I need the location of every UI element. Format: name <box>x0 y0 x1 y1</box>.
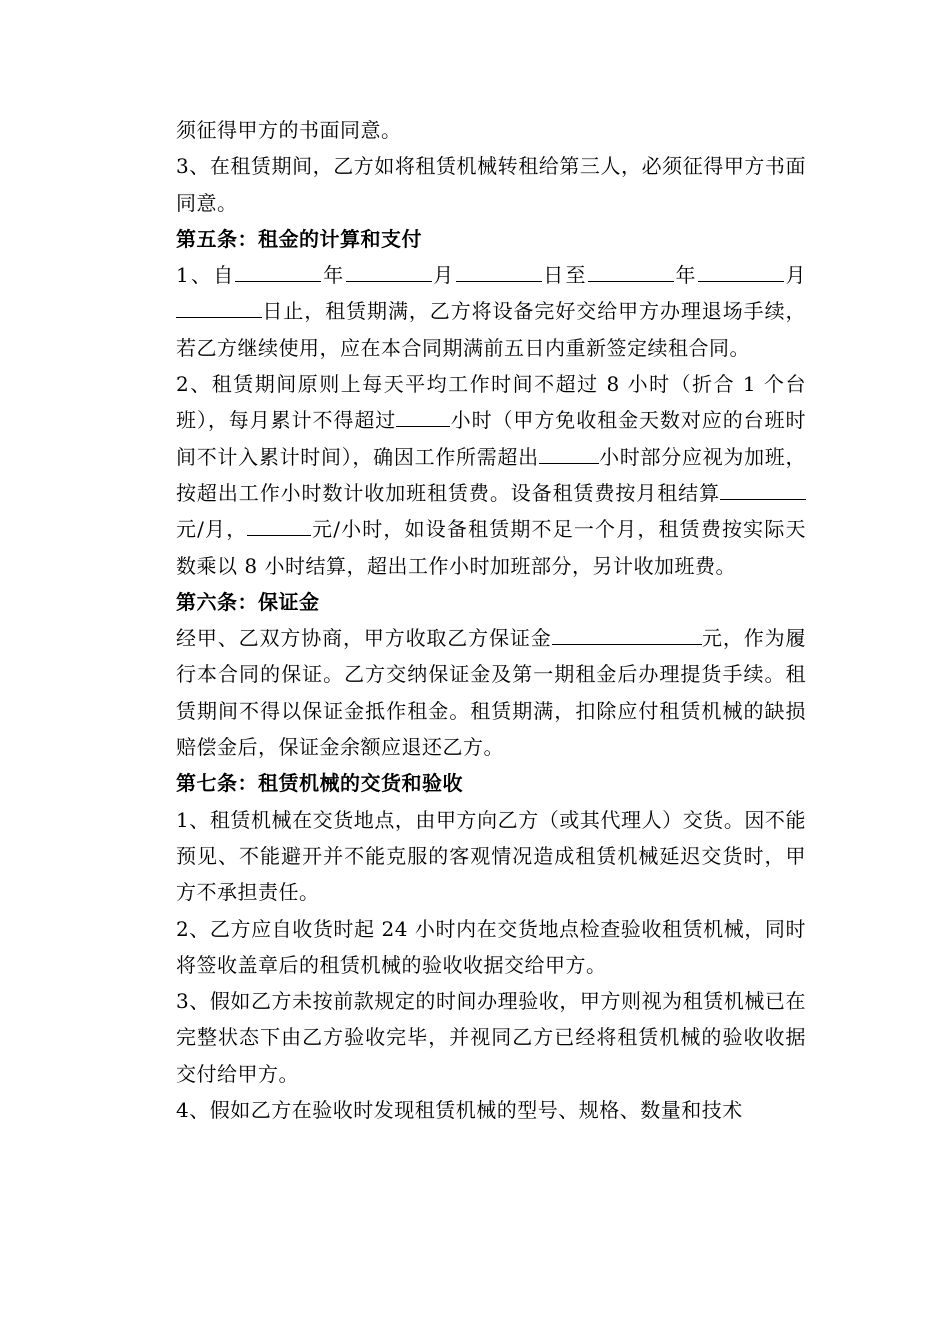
blank-line <box>698 259 784 282</box>
paragraph-delivery-2: 2、乙方应自收货时起 24 小时内在交货地点检查验收租赁机械，同时将签收盖章后的租赁机械的验收收据交给甲方。 <box>176 916 806 977</box>
text-segment: 小时部分应视为加班，按超出工作小时数计收加班租赁费。设备租赁费按月租结算 <box>176 444 807 505</box>
text-segment: 元/小时，如设备租赁期不足一个月，租赁费按实际天数乘以 8 小时结算，超出工作小时加班部分，另计收加班费。 <box>176 517 806 578</box>
text-segment: 经甲、乙双方协商，甲方收取乙方保证金 <box>176 626 552 651</box>
blank-line <box>346 259 432 282</box>
paragraph-delivery-1: 1、租赁机械在交货地点，由甲方向乙方（或其代理人）交货。因不能预见、不能避开并不能克服的客观情况造成租赁机械延迟交货时，甲方不承担责任。 <box>176 807 806 905</box>
paragraph-sublease-clause: 3、在租赁期间，乙方如将租赁机械转租给第三人，必须征得甲方书面同意。 <box>176 154 806 215</box>
text-segment: 1、自 <box>176 263 236 288</box>
heading-article-7: 第七条：租赁机械的交货和验收 <box>176 771 463 796</box>
paragraph-working-hours <box>176 366 806 584</box>
blank-line <box>396 404 450 427</box>
heading-article-6: 第六条：保证金 <box>176 589 320 614</box>
text-segment: 2、租赁期间原则上每天平均工作时间不超过 8 小时（折合 1 个台班），每月累计不得超过 <box>176 372 806 433</box>
blank-line <box>720 477 806 500</box>
text-segment: 月 <box>431 263 456 288</box>
blank-line <box>235 259 321 282</box>
paragraph-rental-period <box>176 257 806 366</box>
paragraph-delivery-4: 4、假如乙方在验收时发现租赁机械的型号、规格、数量和技术 <box>176 1098 743 1123</box>
text-segment: 元/月， <box>176 517 248 542</box>
blank-line <box>247 513 311 536</box>
paragraph-deposit <box>176 620 806 765</box>
blank-line <box>588 259 674 282</box>
blank-line <box>456 259 542 282</box>
paragraph-continuation: 须征得甲方的书面同意。 <box>176 118 402 142</box>
text-segment: 元，作为履行本合同的保证。乙方交纳保证金及第一期租金后办理提货手续。租赁期间不得以保证金抵作租金。租赁期满，扣除应付租赁机械的缺损赔偿金后，保证金余额应退还乙方。 <box>176 626 807 760</box>
blank-line <box>176 295 262 318</box>
text-segment: 日止，租赁期满，乙方将设备完好交给甲方办理退场手续，若乙方继续使用，应在本合同期满前五日内重新签定续租合同。 <box>176 299 806 360</box>
document-body <box>176 112 806 1128</box>
heading-article-5: 第五条：租金的计算和支付 <box>176 226 422 251</box>
text-segment: 月 <box>783 263 807 288</box>
text-segment: 年 <box>321 263 346 288</box>
text-segment: 年 <box>673 263 698 288</box>
paragraph-delivery-3: 3、假如乙方未按前款规定的时间办理验收，甲方则视为租赁机械已在完整状态下由乙方验收完毕，并视同乙方已经将租赁机械的验收收据交付给甲方。 <box>176 989 806 1086</box>
blank-line <box>552 622 702 645</box>
text-segment: 日至 <box>541 263 588 288</box>
text-segment: 小时（甲方免收租金天数对应的台班时间不计入累计时间），确因工作所需超出 <box>176 408 807 469</box>
blank-line <box>539 441 599 464</box>
